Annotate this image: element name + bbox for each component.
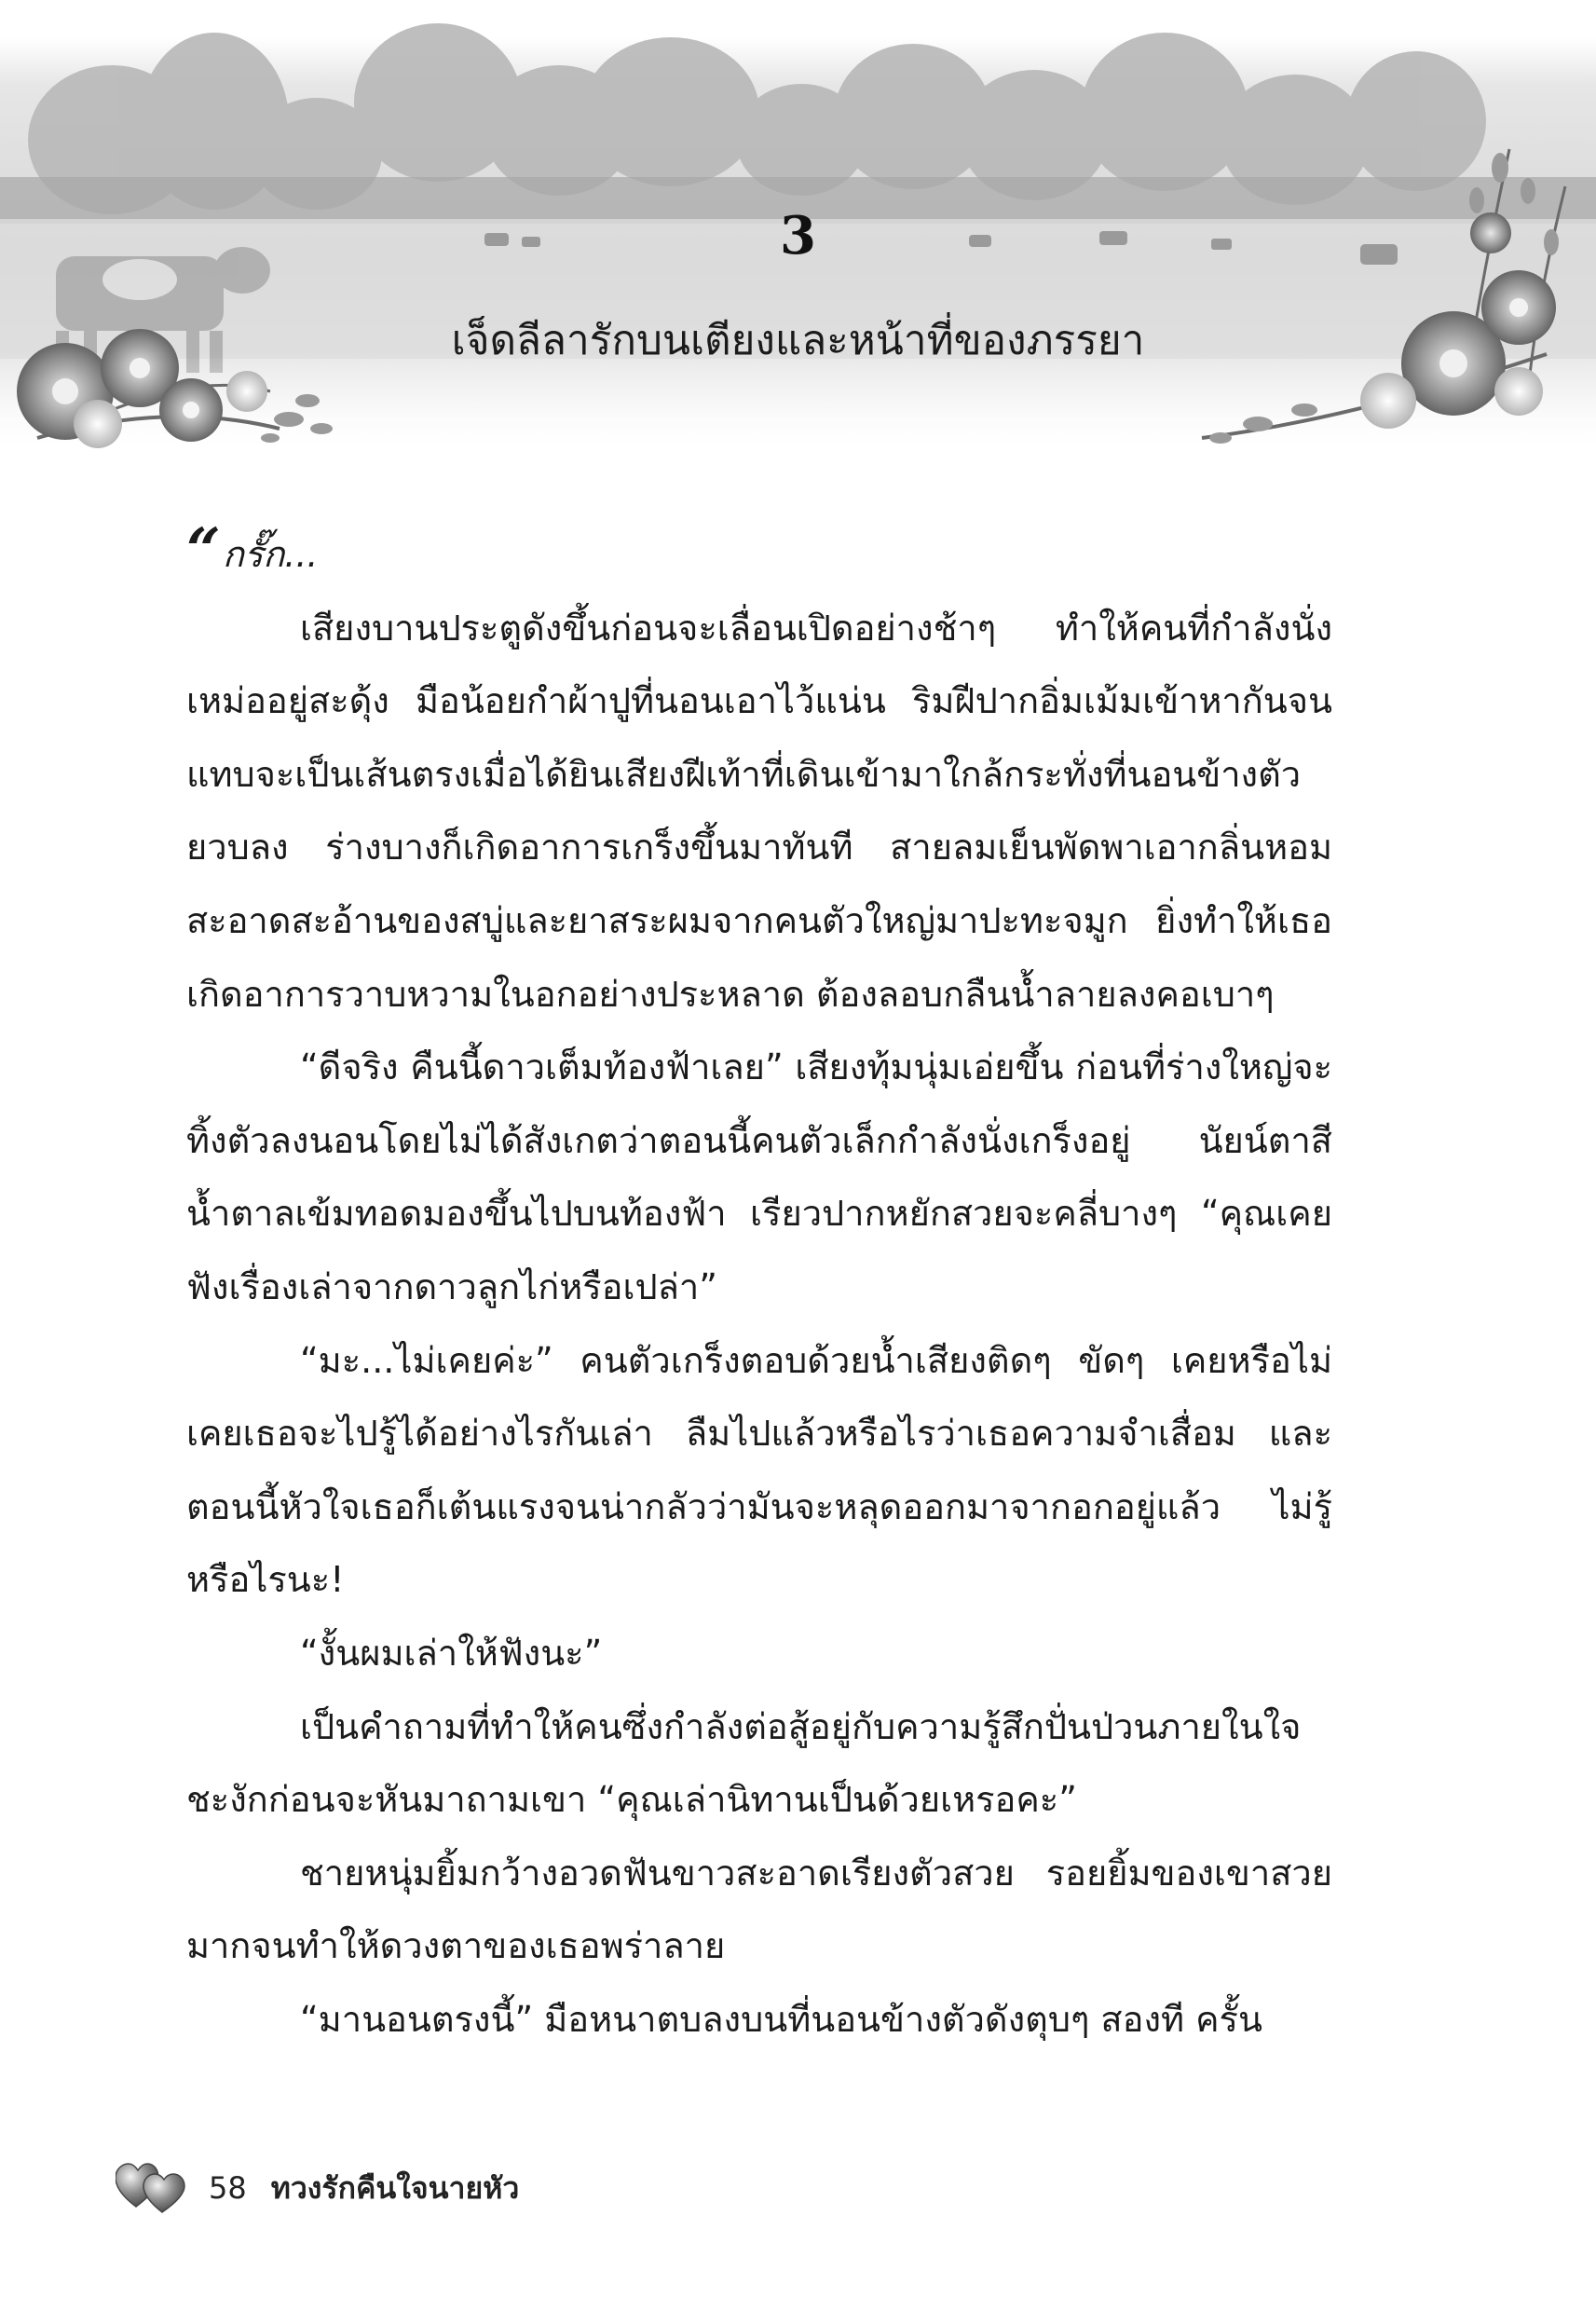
chapter-number: 3 xyxy=(780,205,816,267)
paragraph: “มะ...ไม่เคยค่ะ” คนตัวเกร็งตอบด้วยน้ำเสียงติดๆ ขัดๆ เคยหรือไม่เคยเธอจะไปรู้ได้อย่างไรกันเล่า ลืมไปแล้วหรือไรว่าเธอความจำเสื่อม และตอนนี้หัวใจเธอก็เต้นแรงจนน่ากลัวว่ามันจะหลุดออกมาจากอกอยู่แล้ว ไม่รู้หรือไรนะ! xyxy=(186,1339,1332,1601)
chapter-title: เจ็ดลีลารักบนเตียงและหน้าที่ของภรรยา xyxy=(451,317,1145,364)
paragraph: เป็นคำถามที่ทำให้คนซึ่งกำลังต่อสู้อยู่กับความรู้สึกปั่นป่วนภายในใจชะงักก่อนจะหันมาถามเขา “คุณเล่านิทานเป็นด้วยเหรอคะ” xyxy=(186,1705,1302,1821)
opening-text: กรั๊ก... xyxy=(222,534,319,575)
chapter-body xyxy=(186,515,1332,2056)
paragraph: เสียงบานประตูดังขึ้นก่อนจะเลื่อนเปิดอย่างช้าๆ ทำให้คนที่กำลังนั่งเหม่ออยู่สะดุ้ง มือน้อยกำผ้าปูที่นอนเอาไว้แน่น ริมฝีปากอิ่มเม้มเข้าหากันจนแทบจะเป็นเส้นตรงเมื่อได้ยินเสียงฝีเท้าที่เดินเข้ามาใกล้กระทั่งที่นอนข้างตัวยวบลง ร่างบางก็เกิดอาการเกร็งขึ้นมาทันที สายลมเย็นพัดพาเอากลิ่นหอมสะอาดสะอ้านของสบู่และยาสระผมจากคนตัวใหญ่มาปะทะจมูก ยิ่งทำให้เธอเกิดอาการวาบหวามในอกอย่างประหลาด ต้องลอบกลืนน้ำลายลงคอเบาๆ xyxy=(186,607,1332,1015)
paragraph: “งั้นผมเล่าให้ฟังนะ” xyxy=(300,1632,603,1674)
double-hearts-icon xyxy=(116,2162,186,2214)
opening-line xyxy=(186,515,1332,592)
page-number: 58 xyxy=(209,2170,247,2206)
paragraph: “ดีจริง คืนนี้ดาวเต็มท้องฟ้าเลย” เสียงทุ้มนุ่มเอ่ยขึ้น ก่อนที่ร่างใหญ่จะทิ้งตัวลงนอนโดยไม่ได้สังเกตว่าตอนนี้คนตัวเล็กกำลังนั่งเกร็งอยู่ นัยน์ตาสีน้ำตาลเข้มทอดมองขึ้นไปบนท้องฟ้า เรียวปากหยักสวยจะคลี่บางๆ “คุณเคยฟังเรื่องเล่าจากดาวลูกไก่หรือเปล่า” xyxy=(186,1046,1332,1307)
book-title: ทวงรักคืนใจนายหัว xyxy=(270,2169,520,2206)
page-footer xyxy=(116,2158,519,2218)
paragraph: ชายหนุ่มยิ้มกว้างอวดฟันขาวสะอาดเรียงตัวสวย รอยยิ้มของเขาสวยมากจนทำให้ดวงตาของเธอพร่าลาย xyxy=(186,1852,1332,1967)
paragraph: “มานอนตรงนี้” มือหนาตบลงบนที่นอนข้างตัวดังตุบๆ สองที ครั้น xyxy=(300,1998,1262,2040)
opening-quote-mark: “ xyxy=(186,515,221,585)
